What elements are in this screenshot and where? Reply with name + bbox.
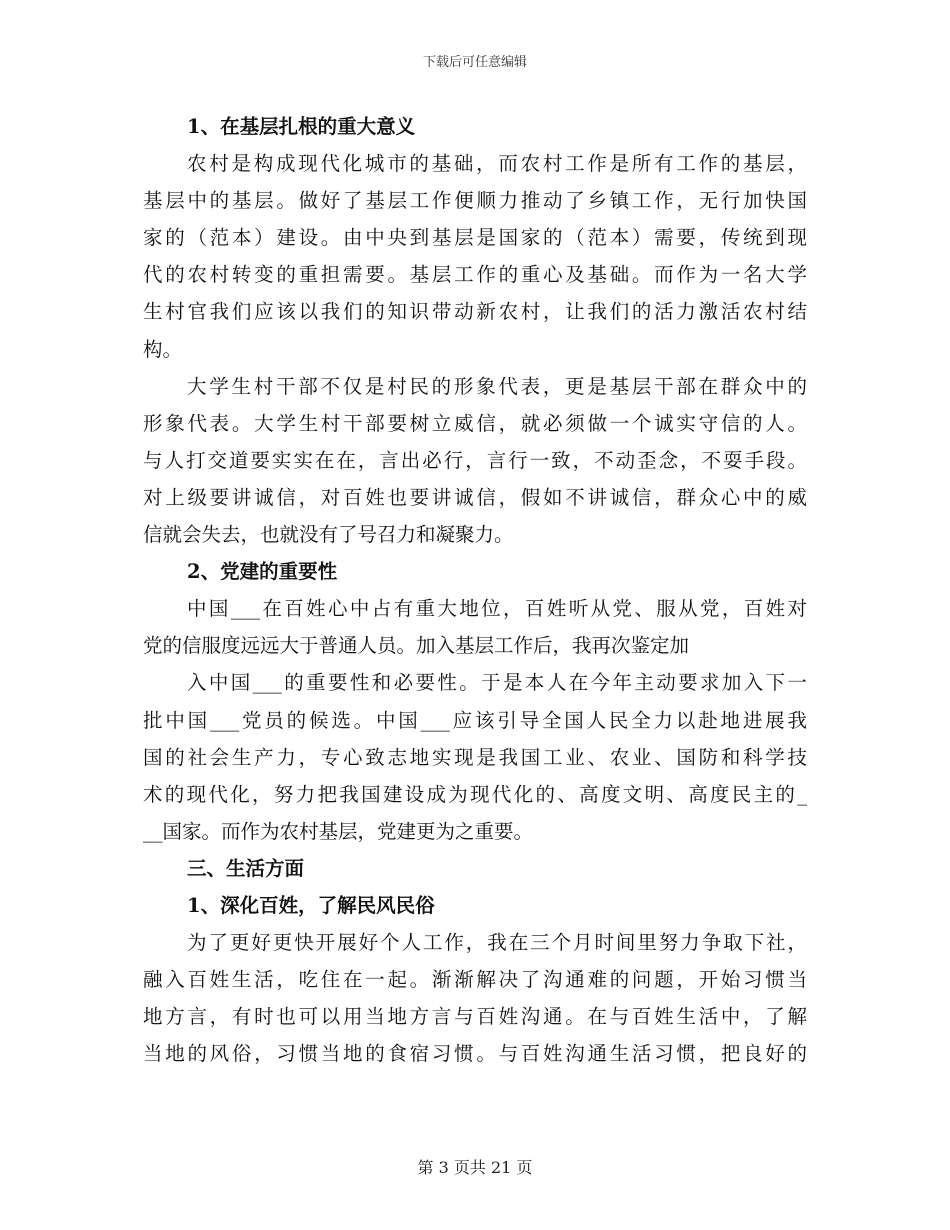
section-heading-rooting: 1、在基层扎根的重大意义	[187, 115, 416, 138]
paragraph-line: 地方言，有时也可以用当地方言与百姓沟通。在与百姓生活中，了解	[143, 1005, 807, 1029]
paragraph-line: 与人打交道要实实在在，言出必行，言行一致，不动歪念，不耍手段。	[143, 448, 807, 472]
paragraph-line: 中国___在百姓心中占有重大地位，百姓听从党、服从党，百姓对	[187, 597, 807, 621]
section-heading-party-building: 2、党建的重要性	[187, 560, 338, 584]
section-heading-folk-customs: 1、深化百姓，了解民风民俗	[187, 893, 435, 917]
paragraph-line: 国的社会生产力，专心致志地实现是我国工业、农业、国防和科学技	[143, 745, 807, 769]
paragraph-line: 批中国___党员的候选。中国___应该引导全国人民全力以赴地进展我	[143, 708, 807, 732]
document-body	[143, 108, 807, 1072]
paragraph-line: __国家。而作为农村基层，党建更为之重要。	[143, 819, 534, 843]
section-heading-life: 三、生活方面	[187, 856, 305, 880]
paragraph-line: 农村是构成现代化城市的基础，而农村工作是所有工作的基层，	[187, 152, 807, 176]
paragraph-line: 代的农村转变的重担需要。基层工作的重心及基础。而作为一名大学	[143, 263, 807, 287]
paragraph-line: 信就会失去，也就没有了号召力和凝聚力。	[143, 523, 514, 547]
paragraph-line: 大学生村干部不仅是村民的形象代表，更是基层干部在群众中的	[187, 374, 807, 398]
paragraph-line: 生村官我们应该以我们的知识带动新农村，让我们的活力激活农村结	[143, 300, 807, 324]
page-number-footer: 第 3 页共 21 页	[417, 1158, 533, 1177]
paragraph-line: 当地的风俗，习惯当地的食宿习惯。与百姓沟通生活习惯，把良好的	[143, 1042, 807, 1066]
paragraph-line: 家的（范本）建设。由中央到基层是国家的（范本）需要，传统到现	[143, 226, 807, 250]
page-header: 下载后可任意编辑	[422, 55, 527, 70]
paragraph-line: 基层中的基层。做好了基层工作便顺力推动了乡镇工作，无行加快国	[143, 189, 807, 213]
paragraph-line: 入中国___的重要性和必要性。于是本人在今年主动要求加入下一	[187, 671, 807, 695]
paragraph-line: 形象代表。大学生村干部要树立威信，就必须做一个诚实守信的人。	[143, 411, 807, 435]
paragraph-line: 构。	[143, 337, 183, 361]
paragraph-line: 对上级要讲诚信，对百姓也要讲诚信，假如不讲诚信，群众心中的威	[143, 485, 807, 509]
paragraph-line: 为了更好更快开展好个人工作，我在三个月时间里努力争取下社，	[187, 931, 807, 955]
paragraph-line: 融入百姓生活，吃住在一起。渐渐解决了沟通难的问题，开始习惯当	[143, 968, 807, 992]
paragraph-line: 术的现代化，努力把我国建设成为现代化的、高度文明、高度民主的_	[143, 782, 807, 806]
paragraph-line: 党的信服度远远大于普通人员。加入基层工作后，我再次鉴定加	[143, 634, 690, 658]
